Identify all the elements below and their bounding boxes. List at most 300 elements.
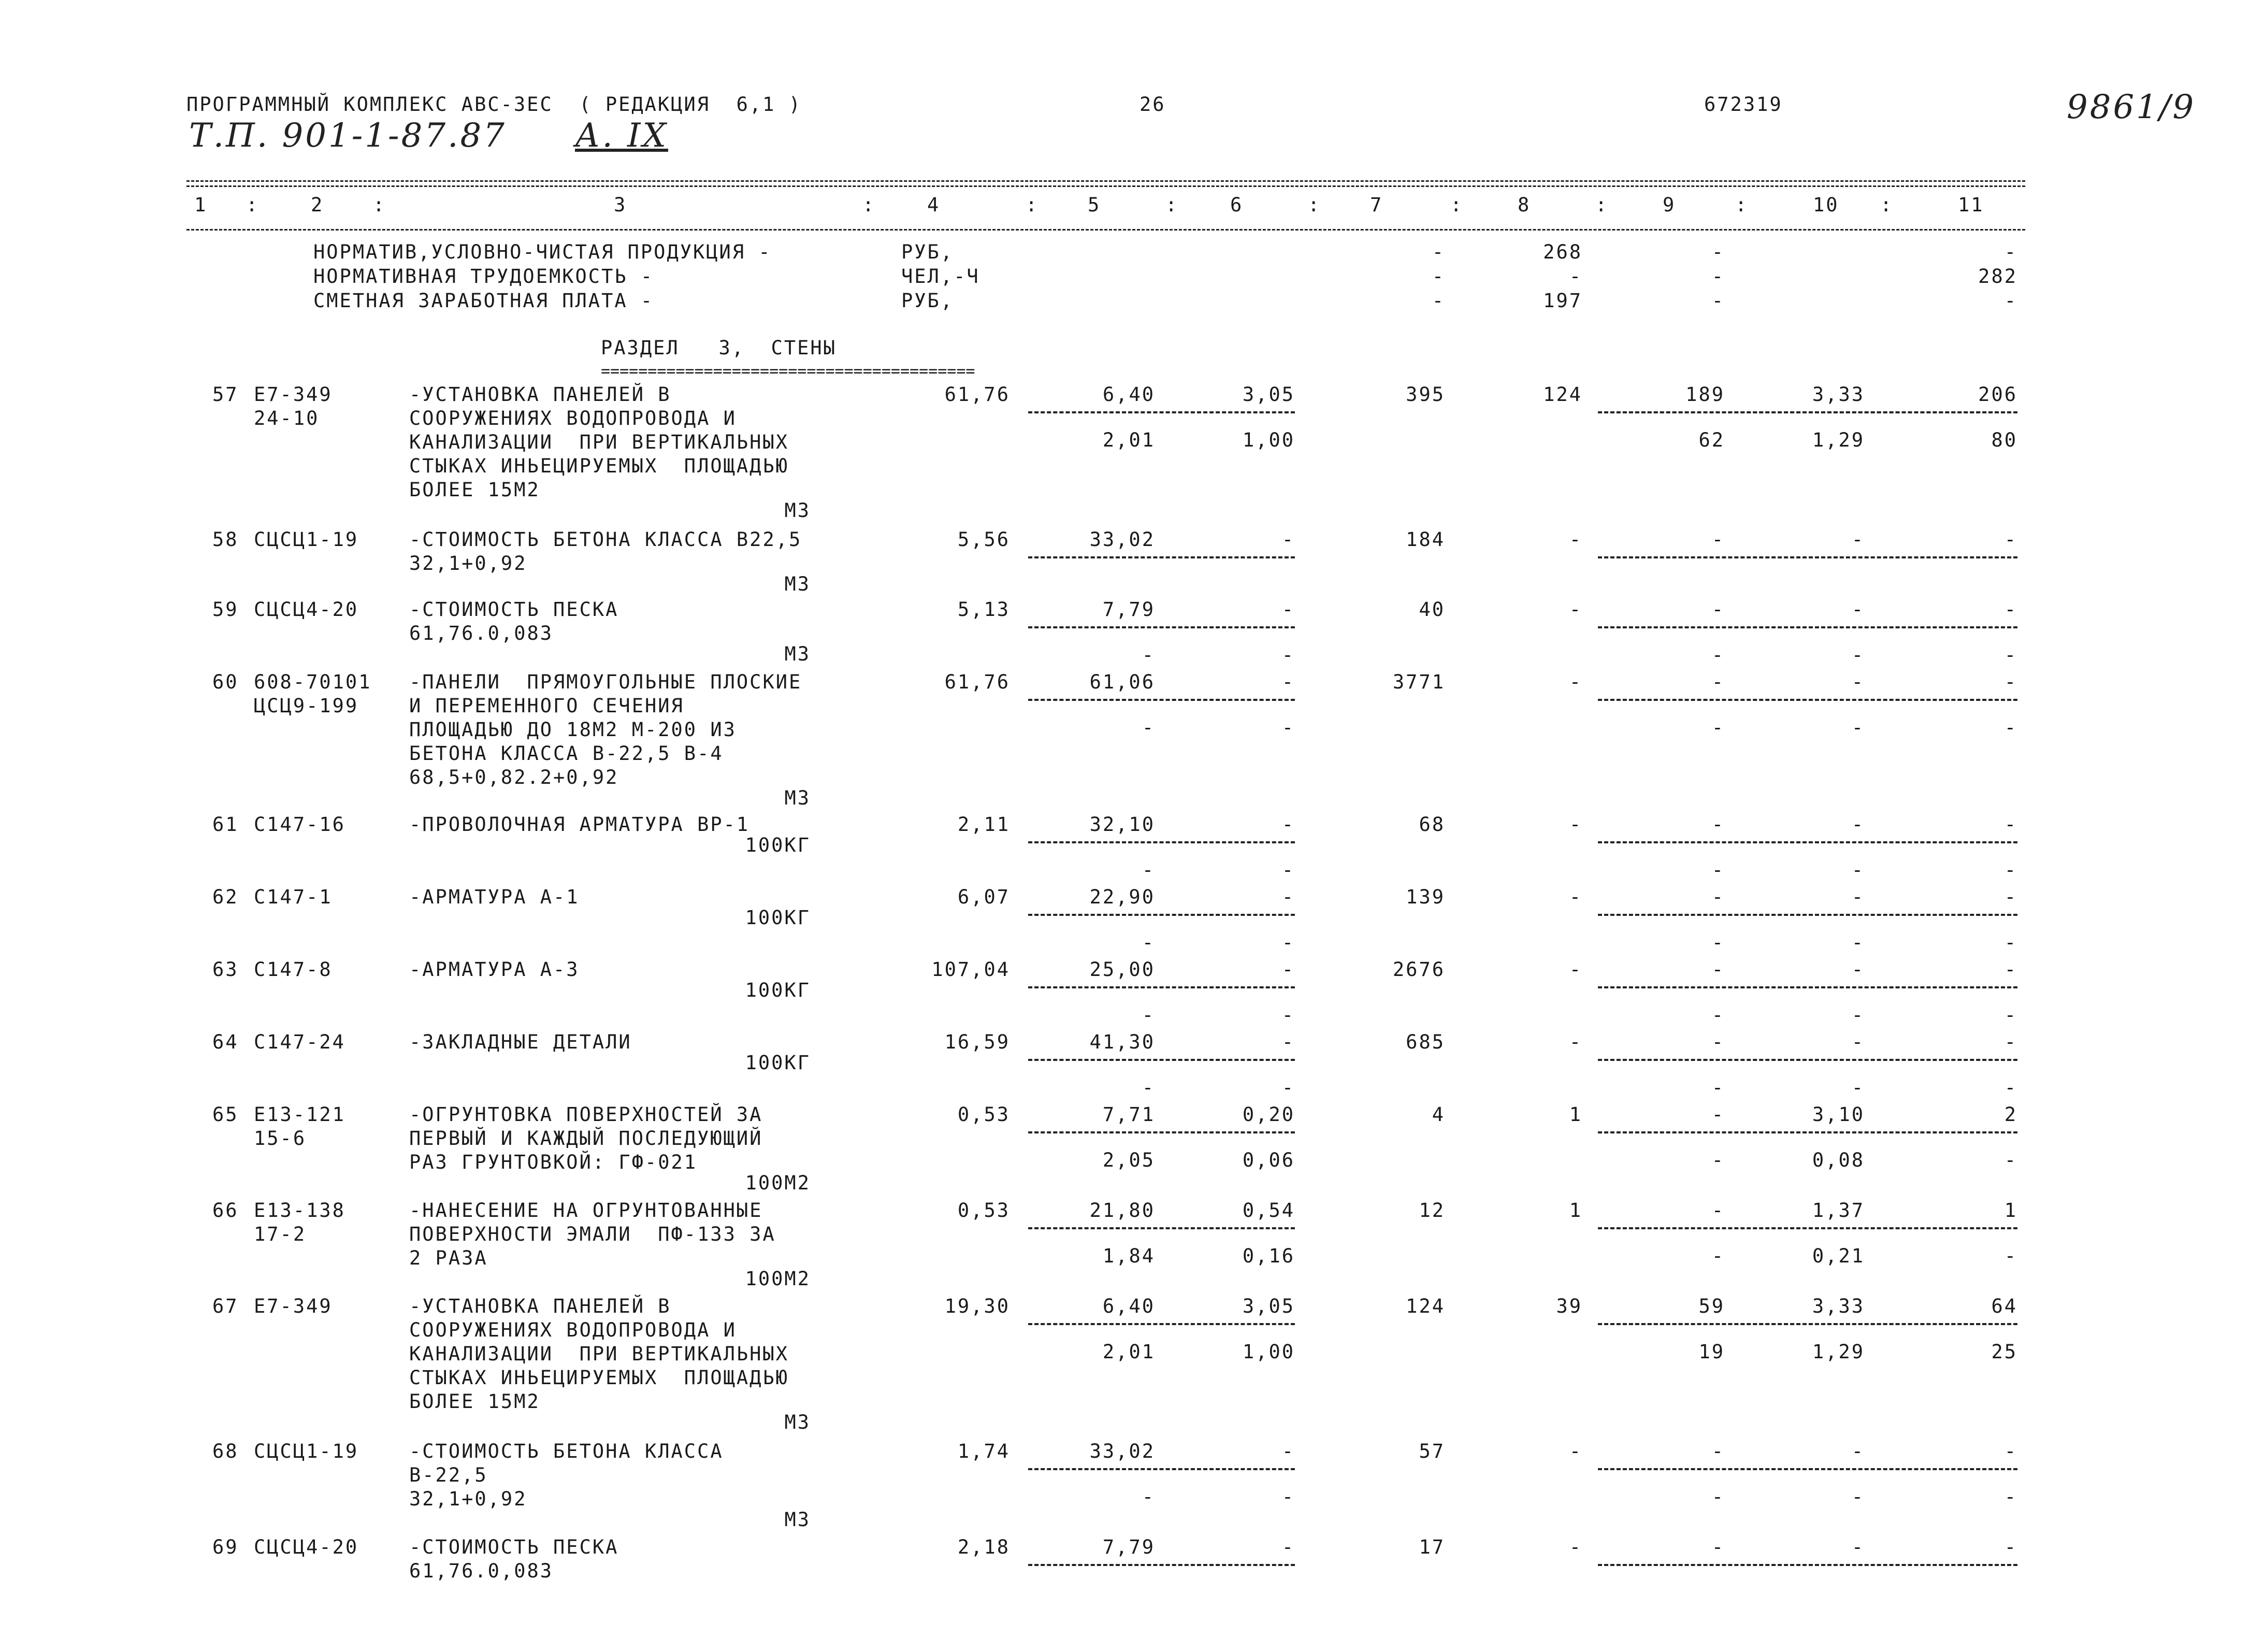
cell-c11: - [2004,1440,2017,1462]
cell-c11: - [2004,1536,2017,1558]
row-subtotal-rule [1598,1468,2017,1470]
cell-secondary-c10: - [1851,716,1865,739]
header-top-rule [186,180,2025,182]
cell-secondary-c6: 1,00 [1242,1341,1295,1363]
cell-c7: 57 [1419,1440,1445,1462]
cell-c5: 22,90 [1089,886,1155,908]
column-separator: : [1026,194,1039,216]
cell-secondary-c6: - [1281,931,1295,954]
header-top-rule-2 [186,185,2025,187]
cell-secondary-c9: - [1711,716,1725,739]
cell-c7: 124 [1406,1295,1445,1317]
cell-c6: - [1281,958,1295,981]
cell-c6: - [1281,886,1295,908]
summary-c7: - [1432,290,1445,312]
cell-c9: 189 [1685,383,1725,406]
cell-secondary-c9: - [1711,644,1725,666]
cell-c7: 3771 [1392,671,1445,693]
column-separator: : [862,194,876,216]
cell-c7: 68 [1419,813,1445,836]
cell-c7: 184 [1406,528,1445,551]
cell-c11: 64 [1991,1295,2017,1317]
cell-secondary-c6: - [1281,1004,1295,1026]
column-header-2: 2 [311,194,324,216]
cell-c7: 40 [1419,598,1445,621]
cell-c9: - [1711,1103,1725,1126]
row-description-line: БЕТОНА КЛАССА В-22,5 В-4 [409,742,724,765]
column-header-1: 1 [194,194,208,216]
summary-unit: ЧЕЛ,-Ч [901,265,980,288]
row-subtotal-rule [1598,626,2017,628]
cell-c6: - [1281,598,1295,621]
row-description-line: И ПЕРЕМЕННОГО СЕЧЕНИЯ [409,695,684,717]
cell-c11: - [2004,813,2017,836]
row-number: 58 [212,528,239,551]
row-number: 67 [212,1295,239,1317]
cell-secondary-c5: - [1142,716,1155,739]
cell-c4: 2,11 [957,813,1010,836]
cell-c8: - [1569,886,1582,908]
cell-c10: - [1851,813,1865,836]
cell-c9: - [1711,1536,1725,1558]
cell-secondary-c11: - [2004,1076,2017,1099]
row-unit: 100КГ [745,1052,811,1074]
column-header-5: 5 [1088,194,1101,216]
row-subtotal-rule [1028,1131,1295,1133]
header-bottom-rule [186,229,2025,231]
cell-c5: 32,10 [1089,813,1155,836]
column-separator: : [1165,194,1179,216]
cell-c10: - [1851,1536,1865,1558]
cell-secondary-c9: 19 [1698,1341,1725,1363]
cell-secondary-c6: - [1281,644,1295,666]
cell-secondary-c11: 25 [1991,1341,2017,1363]
cell-secondary-c6: 0,06 [1242,1149,1295,1171]
cell-c6: - [1281,1440,1295,1462]
summary-c8: 268 [1543,241,1582,263]
row-unit: М3 [784,499,811,522]
cell-c8: - [1569,1031,1582,1053]
row-code-secondary: 17-2 [254,1223,307,1245]
document-code: 672319 [1704,93,1783,116]
cell-c11: - [2004,958,2017,981]
cell-c6: - [1281,813,1295,836]
row-subtotal-rule [1598,1323,2017,1325]
row-description-line: -ПРОВОЛОЧНАЯ АРМАТУРА ВР-1 [409,813,750,836]
cell-secondary-c10: - [1851,931,1865,954]
cell-c6: - [1281,671,1295,693]
summary-label: СМЕТНАЯ ЗАРАБОТНАЯ ПЛАТА - [313,290,654,312]
cell-c6: - [1281,528,1295,551]
cell-c7: 17 [1419,1536,1445,1558]
cell-c4: 2,18 [957,1536,1010,1558]
cell-secondary-c11: - [2004,859,2017,881]
row-unit: М3 [784,787,811,809]
cell-c11: - [2004,1031,2017,1053]
row-subtotal-rule [1028,556,1295,558]
cell-secondary-c5: - [1142,1076,1155,1099]
row-code-secondary: 24-10 [254,407,320,429]
cell-secondary-c6: - [1281,1486,1295,1508]
column-header-6: 6 [1230,194,1244,216]
cell-c11: - [2004,886,2017,908]
cell-c10: 1,37 [1812,1199,1865,1222]
column-separator: : [1308,194,1321,216]
row-code: С147-8 [254,958,333,981]
row-subtotal-rule [1598,556,2017,558]
cell-secondary-c6: - [1281,1076,1295,1099]
cell-c5: 61,06 [1089,671,1155,693]
row-description-line: -ОГРУНТОВКА ПОВЕРХНОСТЕЙ ЗА [409,1103,763,1126]
cell-c11: - [2004,671,2017,693]
row-subtotal-rule [1598,914,2017,916]
cell-c4: 19,30 [944,1295,1010,1317]
row-subtotal-rule [1028,1227,1295,1229]
cell-secondary-c5: - [1142,1004,1155,1026]
cell-c8: - [1569,813,1582,836]
row-description-line: СТЫКАХ ИНЬЕЦИРУЕМЫХ ПЛОЩАДЬЮ [409,455,789,477]
cell-c7: 2676 [1392,958,1445,981]
row-description-line: -СТОИМОСТЬ БЕТОНА КЛАССА В22,5 [409,528,802,551]
summary-c7: - [1432,265,1445,288]
cell-c8: - [1569,1536,1582,1558]
row-unit: 100М2 [745,1172,811,1194]
row-number: 64 [212,1031,239,1053]
cell-secondary-c10: - [1851,644,1865,666]
row-number: 59 [212,598,239,621]
cell-secondary-c5: 1,84 [1102,1245,1155,1267]
cell-c7: 395 [1406,383,1445,406]
cell-c5: 7,79 [1102,598,1155,621]
row-description-line: В-22,5 [409,1464,488,1486]
cell-secondary-c6: 1,00 [1242,429,1295,451]
row-description-line: -НАНЕСЕНИЕ НА ОГРУНТОВАННЫЕ [409,1199,763,1222]
cell-secondary-c11: - [2004,931,2017,954]
cell-c8: 1 [1569,1103,1582,1126]
summary-c9: - [1711,265,1725,288]
row-number: 65 [212,1103,239,1126]
row-unit: 100М2 [745,1268,811,1290]
row-description-line: РАЗ ГРУНТОВКОЙ: ГФ-021 [409,1151,698,1173]
summary-c7: - [1432,241,1445,263]
cell-c4: 1,74 [957,1440,1010,1462]
row-number: 62 [212,886,239,908]
cell-secondary-c5: 2,01 [1102,1341,1155,1363]
cell-c5: 6,40 [1102,1295,1155,1317]
handwritten-project-number: Т.П. 901-1-87.87 [189,117,507,155]
column-header-8: 8 [1518,194,1531,216]
row-description-line: 32,1+0,92 [409,552,527,574]
row-code: С147-1 [254,886,333,908]
row-description-line: -СТОИМОСТЬ ПЕСКА [409,598,619,621]
cell-c8: 1 [1569,1199,1582,1222]
cell-c4: 0,53 [957,1199,1010,1222]
column-header-4: 4 [927,194,941,216]
row-description-line: БОЛЕЕ 15М2 [409,1390,540,1413]
cell-c10: - [1851,886,1865,908]
cell-c10: - [1851,671,1865,693]
cell-c9: - [1711,886,1725,908]
column-separator: : [373,194,386,216]
cell-secondary-c9: - [1711,1486,1725,1508]
cell-secondary-c11: - [2004,1486,2017,1508]
cell-secondary-c10: 0,08 [1812,1149,1865,1171]
summary-c11: 282 [1978,265,2017,288]
cell-secondary-c5: 2,01 [1102,429,1155,451]
cell-c11: - [2004,528,2017,551]
cell-c8: - [1569,1440,1582,1462]
summary-label: НОРМАТИВ,УСЛОВНО-ЧИСТАЯ ПРОДУКЦИЯ - [313,241,772,263]
cell-c10: - [1851,528,1865,551]
cell-c5: 6,40 [1102,383,1155,406]
row-description-line: СООРУЖЕНИЯХ ВОДОПРОВОДА И [409,407,737,429]
row-code: Е7-349 [254,1295,333,1317]
cell-secondary-c11: 80 [1991,429,2017,451]
row-description-line: -УСТАНОВКА ПАНЕЛЕЙ В [409,383,671,406]
cell-c5: 7,79 [1102,1536,1155,1558]
cell-c9: - [1711,1031,1725,1053]
summary-unit: РУБ, [901,290,954,312]
column-header-9: 9 [1663,194,1676,216]
cell-secondary-c9: - [1711,859,1725,881]
cell-c9: - [1711,958,1725,981]
row-description-line: КАНАЛИЗАЦИИ ПРИ ВЕРТИКАЛЬНЫХ [409,1343,789,1365]
row-number: 63 [212,958,239,981]
cell-secondary-c10: 1,29 [1812,429,1865,451]
cell-c10: 3,10 [1812,1103,1865,1126]
row-description-line: -АРМАТУРА А-1 [409,886,580,908]
row-subtotal-rule [1598,1564,2017,1566]
cell-c11: 206 [1978,383,2017,406]
row-subtotal-rule [1598,841,2017,843]
column-header-3: 3 [614,194,627,216]
cell-secondary-c11: - [2004,1004,2017,1026]
row-code-secondary: 15-6 [254,1127,307,1150]
row-number: 61 [212,813,239,836]
row-unit: М3 [784,643,811,665]
cell-c4: 5,13 [957,598,1010,621]
row-subtotal-rule [1028,699,1295,701]
row-subtotal-rule [1598,1059,2017,1061]
cell-c6: 3,05 [1242,1295,1295,1317]
row-code: Е13-138 [254,1199,345,1222]
cell-c8: - [1569,958,1582,981]
row-subtotal-rule [1598,986,2017,988]
cell-c8: 124 [1543,383,1582,406]
row-description-line: -СТОИМОСТЬ БЕТОНА КЛАССА [409,1440,724,1462]
section-title: РАЗДЕЛ 3, СТЕНЫ [601,337,837,359]
cell-c4: 61,76 [944,383,1010,406]
cell-c7: 685 [1406,1031,1445,1053]
column-separator: : [246,194,259,216]
program-title: ПРОГРАММНЫЙ КОМПЛЕКС АВС-3ЕС ( РЕДАКЦИЯ 6,1 ) [186,93,802,116]
row-code: СЦСЦ4-20 [254,598,359,621]
row-description-line: КАНАЛИЗАЦИИ ПРИ ВЕРТИКАЛЬНЫХ [409,431,789,453]
row-number: 60 [212,671,239,693]
cell-c9: - [1711,528,1725,551]
row-subtotal-rule [1598,699,2017,701]
cell-c7: 12 [1419,1199,1445,1222]
row-description-line: -ЗАКЛАДНЫЕ ДЕТАЛИ [409,1031,632,1053]
cell-c6: - [1281,1031,1295,1053]
cell-c5: 7,71 [1102,1103,1155,1126]
cell-c11: 1 [2004,1199,2017,1222]
cell-c4: 16,59 [944,1031,1010,1053]
row-subtotal-rule [1598,411,2017,413]
cell-c9: - [1711,1199,1725,1222]
cell-secondary-c5: 2,05 [1102,1149,1155,1171]
cell-c4: 0,53 [957,1103,1010,1126]
cell-c10: - [1851,1440,1865,1462]
cell-c5: 33,02 [1089,1440,1155,1462]
row-number: 57 [212,383,239,406]
row-unit: М3 [784,1411,811,1433]
summary-c9: - [1711,290,1725,312]
column-separator: : [1450,194,1464,216]
cell-secondary-c9: - [1711,1004,1725,1026]
cell-c6: 3,05 [1242,383,1295,406]
row-subtotal-rule [1598,1227,2017,1229]
row-unit: М3 [784,573,811,595]
cell-secondary-c6: 0,16 [1242,1245,1295,1267]
cell-secondary-c10: 0,21 [1812,1245,1865,1267]
cell-secondary-c11: - [2004,1149,2017,1171]
row-code: С147-16 [254,813,345,836]
handwritten-sheet-number: 9861/9 [2067,88,2196,126]
row-description-line: 32,1+0,92 [409,1488,527,1510]
row-subtotal-rule [1028,841,1295,843]
row-unit: М3 [784,1509,811,1531]
cell-c10: 3,33 [1812,383,1865,406]
row-description-line: СТЫКАХ ИНЬЕЦИРУЕМЫХ ПЛОЩАДЬЮ [409,1367,789,1389]
cell-c9: - [1711,1440,1725,1462]
cell-secondary-c6: - [1281,859,1295,881]
column-separator: : [1880,194,1894,216]
row-code: Е7-349 [254,383,333,406]
cell-c11: - [2004,598,2017,621]
row-code: СЦСЦ1-19 [254,1440,359,1462]
row-unit: 100КГ [745,907,811,929]
cell-secondary-c5: - [1142,931,1155,954]
summary-c11: - [2004,290,2017,312]
row-code: Е13-121 [254,1103,345,1126]
cell-secondary-c9: - [1711,1149,1725,1171]
cell-secondary-c11: - [2004,1245,2017,1267]
row-code: 608-70101 [254,671,372,693]
cell-c5: 41,30 [1089,1031,1155,1053]
row-description-line: -АРМАТУРА А-3 [409,958,580,981]
summary-c8: 197 [1543,290,1582,312]
cell-c5: 25,00 [1089,958,1155,981]
cell-secondary-c9: - [1711,931,1725,954]
cell-c5: 33,02 [1089,528,1155,551]
cell-secondary-c5: - [1142,859,1155,881]
row-description-line: ПОВЕРХНОСТИ ЭМАЛИ ПФ-133 ЗА [409,1223,776,1245]
cell-secondary-c10: - [1851,1004,1865,1026]
cell-c8: - [1569,671,1582,693]
cell-c6: 0,20 [1242,1103,1295,1126]
summary-c9: - [1711,241,1725,263]
row-subtotal-rule [1028,626,1295,628]
cell-c4: 107,04 [931,958,1010,981]
column-header-11: 11 [1958,194,1984,216]
cell-secondary-c5: - [1142,1486,1155,1508]
column-separator: : [1735,194,1749,216]
row-description-line: СООРУЖЕНИЯХ ВОДОПРОВОДА И [409,1319,737,1341]
cell-c4: 6,07 [957,886,1010,908]
cell-c10: - [1851,598,1865,621]
cell-secondary-c11: - [2004,716,2017,739]
cell-secondary-c10: - [1851,1486,1865,1508]
row-description-line: БОЛЕЕ 15М2 [409,479,540,501]
section-rule: ======================================== [601,362,975,380]
cell-c6: - [1281,1536,1295,1558]
cell-c10: 3,33 [1812,1295,1865,1317]
row-description-line: 68,5+0,82.2+0,92 [409,766,619,788]
row-unit: 100КГ [745,834,811,856]
row-subtotal-rule [1028,1323,1295,1325]
row-number: 69 [212,1536,239,1558]
cell-c9: - [1711,671,1725,693]
cell-c10: - [1851,1031,1865,1053]
row-description-line: ПЛОЩАДЬЮ ДО 18М2 М-200 ИЗ [409,719,737,741]
row-subtotal-rule [1028,1059,1295,1061]
row-description-line: -УСТАНОВКА ПАНЕЛЕЙ В [409,1295,671,1317]
cell-c8: - [1569,598,1582,621]
cell-secondary-c9: - [1711,1245,1725,1267]
row-subtotal-rule [1028,1468,1295,1470]
cell-secondary-c9: 62 [1698,429,1725,451]
row-number: 68 [212,1440,239,1462]
cell-c8: - [1569,528,1582,551]
row-number: 66 [212,1199,239,1222]
row-description-line: 61,76.0,083 [409,622,554,644]
summary-label: НОРМАТИВНАЯ ТРУДОЕМКОСТЬ - [313,265,654,288]
row-description-line: 2 РАЗА [409,1247,488,1269]
cell-c9: - [1711,813,1725,836]
summary-c8: - [1569,265,1582,288]
summary-unit: РУБ, [901,241,954,263]
cell-c10: - [1851,958,1865,981]
cell-c9: 59 [1698,1295,1725,1317]
row-code: С147-24 [254,1031,345,1053]
row-subtotal-rule [1028,914,1295,916]
cell-secondary-c6: - [1281,716,1295,739]
row-subtotal-rule [1598,1131,2017,1133]
cell-secondary-c5: - [1142,644,1155,666]
cell-secondary-c10: - [1851,1076,1865,1099]
cell-secondary-c9: - [1711,1076,1725,1099]
cell-secondary-c10: - [1851,859,1865,881]
column-header-10: 10 [1813,194,1839,216]
row-unit: 100КГ [745,979,811,1001]
cell-c11: 2 [2004,1103,2017,1126]
cell-c9: - [1711,598,1725,621]
cell-c4: 61,76 [944,671,1010,693]
row-description-line: -ПАНЕЛИ ПРЯМОУГОЛЬНЫЕ ПЛОСКИЕ [409,671,802,693]
row-description-line: ПЕРВЫЙ И КАЖДЫЙ ПОСЛЕДУЮЩИЙ [409,1127,763,1150]
column-header-7: 7 [1370,194,1383,216]
row-code-secondary: ЦСЦ9-199 [254,695,359,717]
row-code: СЦСЦ4-20 [254,1536,359,1558]
row-code: СЦСЦ1-19 [254,528,359,551]
cell-c7: 4 [1432,1103,1445,1126]
row-description-line: 61,76.0,083 [409,1560,554,1582]
cell-c7: 139 [1406,886,1445,908]
cell-c6: 0,54 [1242,1199,1295,1222]
cell-secondary-c10: 1,29 [1812,1341,1865,1363]
row-subtotal-rule [1028,411,1295,413]
